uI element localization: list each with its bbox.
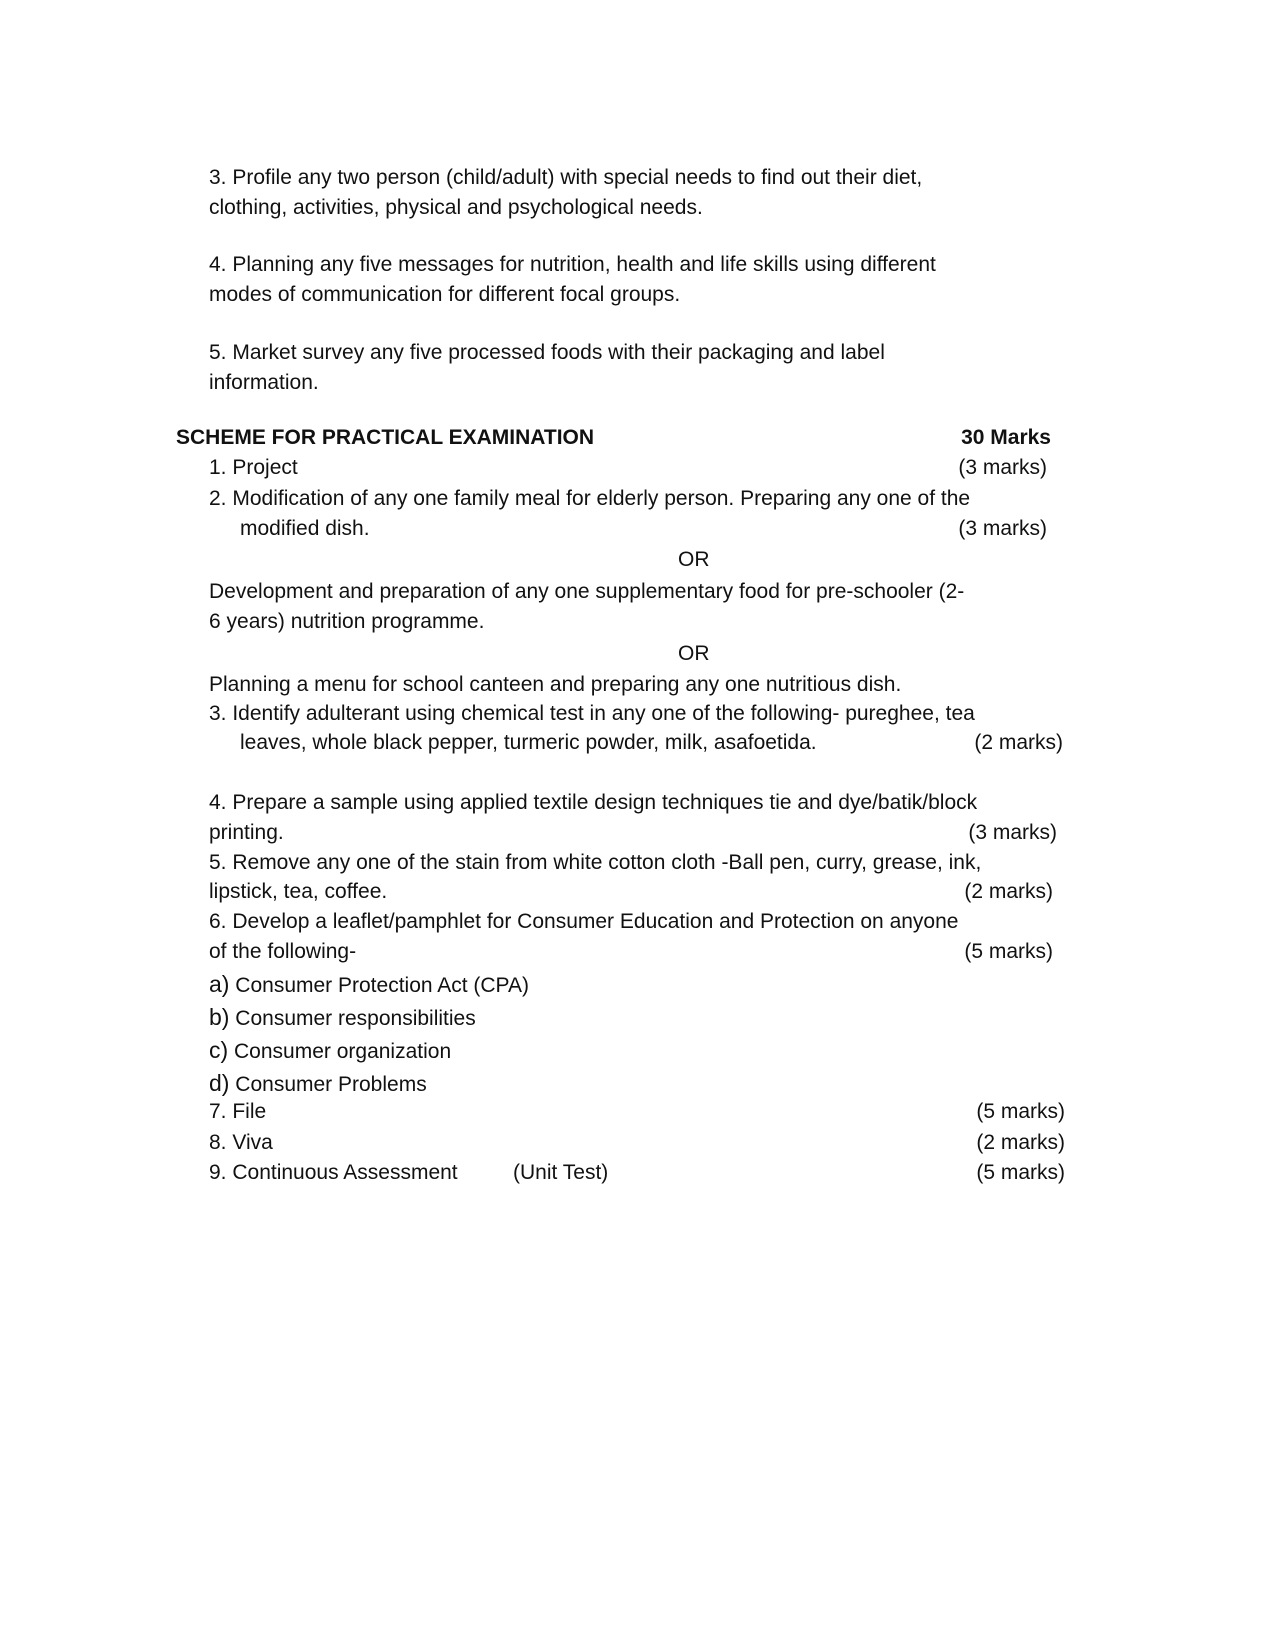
sub-item-b [209,1002,476,1034]
scheme-item-4-marks: (3 marks) [968,821,1057,844]
sub-item-letter: d) [209,1070,230,1096]
scheme-item-8: 8. Viva [209,1131,273,1154]
scheme-total-marks: 30 Marks [961,426,1051,449]
alternative-2: Planning a menu for school canteen and preparing any one nutritious dish. [209,673,902,696]
sub-item-text: Consumer Problems [235,1073,427,1096]
scheme-item-5-line1: 5. Remove any one of the stain from white cotton cloth -Ball pen, curry, grease, ink, [209,851,982,874]
scheme-item-9: 9. Continuous Assessment [209,1161,458,1184]
scheme-item-4-line2: printing. [209,821,284,844]
sub-item-text: Consumer responsibilities [235,1007,476,1030]
scheme-item-1-marks: (3 marks) [958,456,1047,479]
scheme-item-6-line1: 6. Develop a leaflet/pamphlet for Consumer Education and Protection on anyone [209,910,959,933]
scheme-item-7-marks: (5 marks) [976,1100,1065,1123]
intro-item-4-line1: 4. Planning any five messages for nutrition, health and life skills using different [209,253,936,276]
intro-item-3-line2: clothing, activities, physical and psychological needs. [209,196,703,219]
scheme-item-3-marks: (2 marks) [974,731,1063,754]
sub-item-letter: c) [209,1037,229,1063]
scheme-title: SCHEME FOR PRACTICAL EXAMINATION [176,426,595,449]
sub-item-a [209,969,529,1001]
scheme-item-6-marks: (5 marks) [964,940,1053,963]
sub-item-letter: a) [209,971,230,997]
alternative-1-line2: 6 years) nutrition programme. [209,610,485,633]
scheme-item-6-line2: of the following- [209,940,357,963]
intro-item-4-line2: modes of communication for different focal groups. [209,283,681,306]
sub-item-letter: b) [209,1004,230,1030]
or-separator-2: OR [678,642,710,665]
sub-item-d [209,1068,427,1100]
intro-item-5-line2: information. [209,371,319,394]
sub-item-text: Consumer Protection Act (CPA) [235,974,530,997]
scheme-item-8-marks: (2 marks) [976,1131,1065,1154]
sub-item-c [209,1035,451,1067]
scheme-item-2-line1: 2. Modification of any one family meal for elderly person. Preparing any one of the [209,487,971,510]
scheme-item-4-line1: 4. Prepare a sample using applied textile design techniques tie and dye/batik/block [209,791,978,814]
intro-item-3-line1: 3. Profile any two person (child/adult) with special needs to find out their diet, [209,166,923,189]
sub-item-text: Consumer organization [234,1040,452,1063]
scheme-item-9-marks: (5 marks) [976,1161,1065,1184]
scheme-item-5-line2: lipstick, tea, coffee. [209,880,388,903]
scheme-item-3-line2: leaves, whole black pepper, turmeric powder, milk, asafoetida. [240,731,817,754]
scheme-item-2-line2: modified dish. [240,517,370,540]
intro-item-5-line1: 5. Market survey any five processed foods with their packaging and label [209,341,885,364]
scheme-item-2-marks: (3 marks) [958,517,1047,540]
scheme-item-3-line1: 3. Identify adulterant using chemical test in any one of the following- pureghee, tea [209,702,975,725]
scheme-item-1: 1. Project [209,456,298,479]
scheme-item-7: 7. File [209,1100,267,1123]
scheme-item-9-extra: (Unit Test) [513,1161,609,1184]
scheme-item-5-marks: (2 marks) [964,880,1053,903]
alternative-1-line1: Development and preparation of any one supplementary food for pre-schooler (2- [209,580,965,603]
or-separator-1: OR [678,548,710,571]
